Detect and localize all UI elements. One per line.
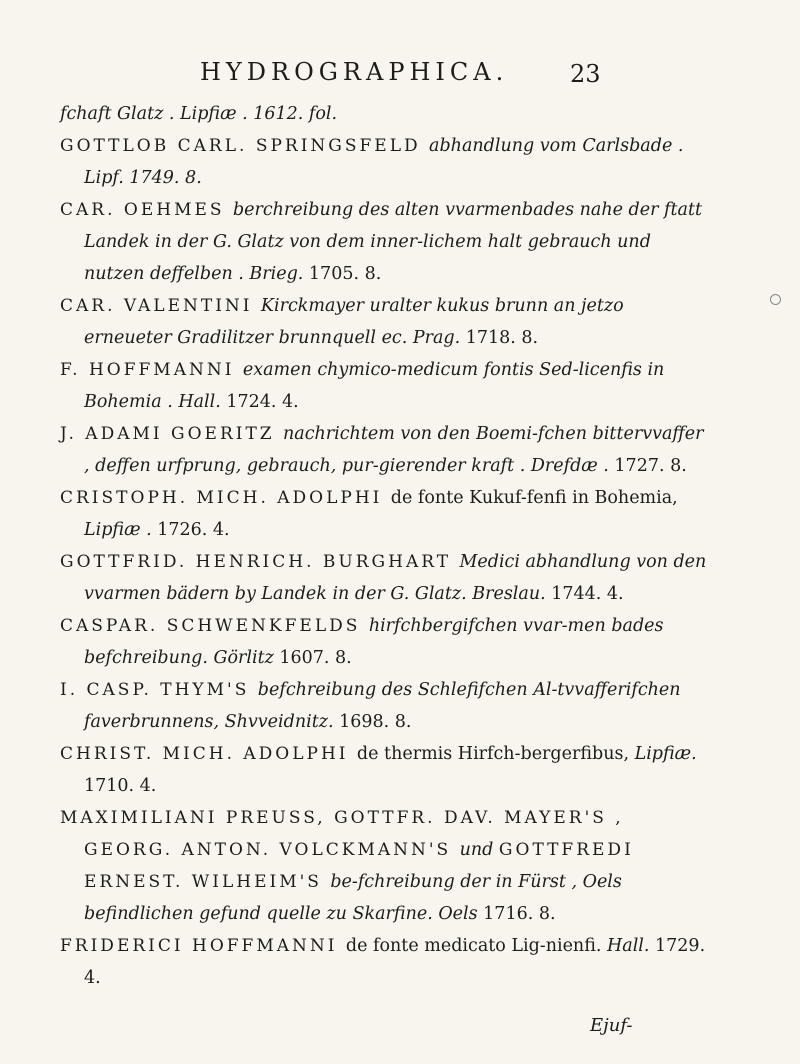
- entry-title: und: [459, 840, 499, 860]
- entry-title: abhandlung vom Carlsbade . Lipf. 1749. 8.: [84, 136, 684, 188]
- bibliography-entry: [60, 194, 710, 290]
- entry-author: CAR. VALENTINI: [60, 296, 261, 316]
- entry-imprint: 1726. 4.: [157, 520, 230, 540]
- entry-imprint: 1724. 4.: [226, 392, 299, 412]
- entry-author: GOTTFREDI ERNEST. WILHEIM'S: [84, 840, 634, 892]
- entry-author: CRISTOPH. MICH. ADOLPHI: [60, 488, 391, 508]
- bibliography-entry: [60, 354, 710, 418]
- bibliography-entry: [60, 290, 710, 354]
- margin-mark: [770, 294, 781, 305]
- entry-title: Kirckmayer uralter kukus brunn an jetzo erneueter Gradilitzer brunnquell ec. Prag.: [84, 296, 624, 348]
- entry-author: MAXIMILIANI PREUSS, GOTTFR. DAV. MAYER'S , GEORG. ANTON. VOLCKMANN'S: [60, 808, 624, 860]
- catchword: Ejuf-: [590, 1015, 633, 1036]
- entry-imprint: 1729. 4.: [84, 936, 706, 988]
- entry-author: F. HOFFMANNI: [60, 360, 243, 380]
- entry-title: hirfchbergifchen vvar-men bades befchreibung. Görlitz: [84, 616, 664, 668]
- bibliography-entry: [60, 418, 710, 482]
- bibliography-entry: [60, 98, 710, 130]
- bibliography-entry: [60, 930, 710, 994]
- bibliography-entry: [60, 674, 710, 738]
- entry-author: I. CASP. THYM'S: [60, 680, 258, 700]
- bibliography-entry: [60, 610, 710, 674]
- entry-title: nachrichtem von den Boemi-fchen bittervvaffer , deffen urfprung, gebrauch, pur-gierender kraft . Drefdæ .: [84, 424, 704, 476]
- entry-title: berchreibung des alten vvarmenbades nahe der ftatt Landek in der G. Glatz von dem inner-lichem halt gebrauch und nutzen deffelben . Brieg.: [84, 200, 703, 284]
- entry-imprint: 1705. 8.: [308, 264, 382, 284]
- bibliography-entry: [60, 802, 710, 930]
- entry-imprint: 1710. 4.: [84, 776, 157, 796]
- entry-title: Lipfiæ.: [634, 744, 697, 764]
- entry-imprint: 1727. 8.: [614, 456, 687, 476]
- bibliography-entry: [60, 738, 710, 802]
- entry-imprint: 1744. 4.: [551, 584, 624, 604]
- entry-author: FRIDERICI HOFFMANNI: [60, 936, 346, 956]
- entry-title: examen chymico-medicum fontis Sed-licenfis in Bohemia . Hall.: [84, 360, 665, 412]
- bibliography-entry: [60, 130, 710, 194]
- entry-title: be-fchreibung der in Fürst , Oels befindlichen gefund quelle zu Skarfine. Oels: [84, 872, 622, 924]
- bibliography-list: [60, 98, 710, 994]
- bibliography-entry: [60, 546, 710, 610]
- entry-title: befchreibung des Schlefifchen Al-tvvafferifchen faverbrunnens, Shvveidnitz.: [84, 680, 681, 732]
- entry-author: CHRIST. MICH. ADOLPHI: [60, 744, 357, 764]
- running-header: [200, 58, 620, 86]
- entry-imprint: 1718. 8.: [465, 328, 539, 348]
- entry-author: CAR. OEHMES: [60, 200, 233, 220]
- entry-author: J. ADAMI GOERITZ: [60, 424, 284, 444]
- entry-title: Medici abhandlung von den vvarmen bädern by Landek in der G. Glatz. Breslau.: [84, 552, 707, 604]
- page-title: HYDROGRAPHICA.: [200, 58, 509, 86]
- entry-author: GOTTFRID. HENRICH. BURGHART: [60, 552, 460, 572]
- bibliography-entry: [60, 482, 710, 546]
- entry-imprint: de thermis Hirfch-bergerfibus,: [356, 744, 635, 764]
- entry-imprint: 1716. 8.: [483, 904, 556, 924]
- entry-imprint: 1698. 8.: [339, 712, 412, 732]
- entry-title: Lipfiæ .: [84, 520, 158, 540]
- entry-title: Hall.: [607, 936, 656, 956]
- entry-author: GOTTLOB CARL. SPRINGSFELD: [60, 136, 430, 156]
- page-number: 23: [570, 60, 601, 88]
- entry-imprint: de fonte medicato Lig-nienfi.: [345, 936, 608, 956]
- entry-imprint: de fonte Kukuf-fenfi in Bohemia,: [390, 488, 678, 508]
- entry-title: fchaft Glatz . Lipfiæ . 1612. fol.: [60, 104, 338, 124]
- entry-author: CASPAR. SCHWENKFELDS: [60, 616, 369, 636]
- entry-imprint: 1607. 8.: [279, 648, 352, 668]
